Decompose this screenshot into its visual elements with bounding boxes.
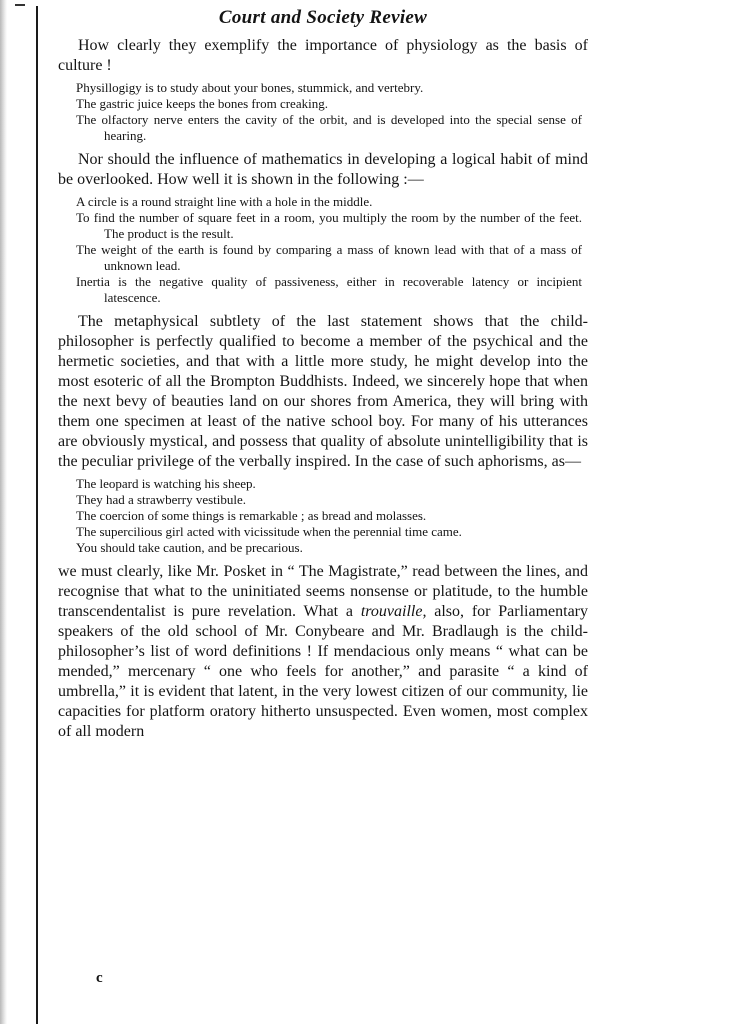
quote-line: The gastric juice keeps the bones from creaking. (76, 96, 328, 111)
quote-line: The leopard is watching his sheep. (76, 476, 256, 491)
quote-line: They had a strawberry vestibule. (76, 492, 247, 507)
quote-block-aphorisms (58, 476, 588, 556)
quote-line: The olfactory nerve enters the cavity of the orbit, and is developed into the special sense of hearing. (76, 112, 582, 143)
quote-line: Physillogigy is to study about your bones, stummick, and vertebry. (76, 80, 424, 95)
document-page (58, 4, 588, 742)
quote-line: Inertia is the negative quality of passiveness, either in recoverable latency or incipient latescence. (76, 274, 582, 305)
running-head: Court and Society Review (218, 7, 428, 28)
quote-block-physiology (58, 80, 588, 144)
paragraph-mathematics: Nor should the influence of mathematics in developing a logical habit of mind be overlooked. How well it is shown in the following :— (58, 151, 588, 188)
paragraph-metaphysical: The metaphysical subtlety of the last statement shows that the child-philosopher is perfectly qualified to become a member of the psychical and the hermetic societies, and that with a little more study, he might develop into the most esoteric of all the Brompton Buddhists. Indeed, we sincerely hope that when the next bevy of beauties land on our shores from America, they will bring with them one specimen at least of the native school boy. For many of his utterances are obviously mystical, and possess that quality of absolute unintelligibility that is the peculiar privilege of the verbally inspired. In the case of such aphorisms, as— (58, 313, 588, 470)
paragraph-magistrate (58, 562, 588, 742)
quote-line: You should take caution, and be precarious. (76, 540, 303, 555)
scan-gutter-shadow (0, 0, 7, 1024)
quote-line: The weight of the earth is found by comparing a mass of known lead with that of a mass of unknown lead. (76, 242, 582, 273)
quote-line: The supercilious girl acted with vicissitude when the perennial time came. (76, 524, 462, 539)
page-edge-rule (36, 6, 38, 1024)
paragraph-physiology: How clearly they exemplify the importance of physiology as the basis of culture ! (58, 37, 588, 74)
text-run: also, for Parliamentary speakers of the old school of Mr. Conybeare and Mr. Bradlaugh is the child-philosopher’s list of word definitions ! If mendacious only means “ what can be mended,” mercenary “ one who feels for another,” and parasite “ a kind of umbrella,” it is evident that latent, in the very lowest citizen of our community, lie capacities for platform oratory hitherto unsuspected. Even women, most complex of all modern (58, 603, 589, 740)
quote-line: To find the number of square feet in a room, you multiply the room by the number of the feet. The product is the result. (76, 210, 582, 241)
italic-word: trouvaille, (360, 603, 427, 620)
signature-mark: c (96, 970, 103, 986)
text-run: we must clearly, like Mr. Posket in “ The Magistrate,” read between the lines, and recognise that what to the uninitiated seems nonsense or platitude, to the humble transcendentalist is pure revelation. What a (58, 563, 588, 620)
quote-block-mathematics (58, 194, 588, 306)
page-corner-mark (15, 4, 25, 6)
quote-line: The coercion of some things is remarkable ; as bread and molasses. (76, 508, 427, 523)
quote-line: A circle is a round straight line with a hole in the middle. (76, 194, 373, 209)
